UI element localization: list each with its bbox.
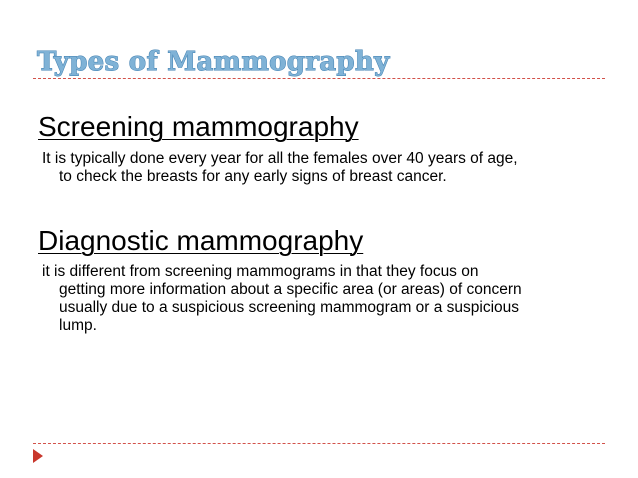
section-body-diagnostic: it is different from screening mammograms in that they focus on getting more information about a specific area (or areas) of concern usually due to a suspicious screening mammogram or a suspicious lump.	[42, 263, 522, 334]
section-heading-diagnostic: Diagnostic mammography	[38, 225, 364, 256]
title-divider	[33, 78, 605, 79]
section-body-screening: It is typically done every year for all the females over 40 years of age, to check the breasts for any early signs of breast cancer.	[42, 150, 518, 185]
section-heading-screening: Screening mammography	[38, 111, 359, 142]
footer-divider	[33, 443, 605, 444]
slide-title	[37, 40, 417, 80]
triangle-bullet-icon	[33, 449, 43, 463]
slide-title-text: Types of Mammography	[37, 47, 390, 77]
